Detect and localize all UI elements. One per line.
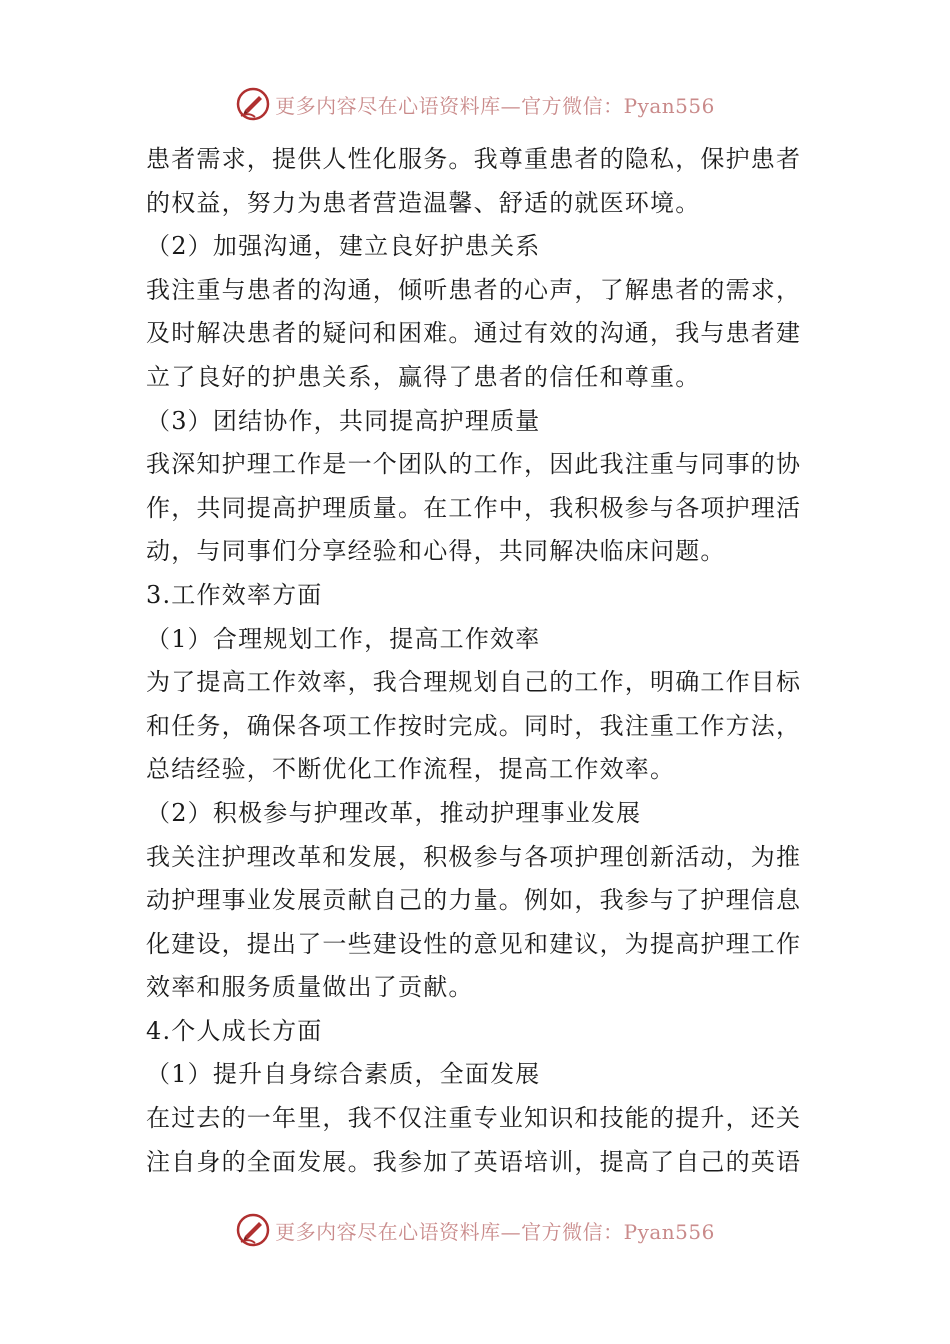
footer-banner-text: 更多内容尽在心语资料库—官方微信：Pyan556 bbox=[275, 1219, 715, 1244]
header-banner-text: 更多内容尽在心语资料库—官方微信：Pyan556 bbox=[275, 93, 715, 118]
text-line: 在过去的一年里，我不仅注重专业知识和技能的提升，还关 bbox=[146, 1104, 802, 1133]
text-line: 动，与同事们分享经验和心得，共同解决临床问题。 bbox=[146, 537, 726, 566]
text-line: 动护理事业发展贡献自己的力量。例如，我参与了护理信息 bbox=[146, 886, 802, 915]
text-line: 我注重与患者的沟通，倾听患者的心声，了解患者的需求， bbox=[146, 275, 802, 304]
text-line: 我深知护理工作是一个团队的工作，因此我注重与同事的协 bbox=[146, 450, 802, 479]
footer-banner bbox=[0, 1210, 950, 1250]
document-body bbox=[146, 138, 811, 1184]
text-line: 为了提高工作效率，我合理规划自己的工作，明确工作目标 bbox=[146, 668, 802, 697]
text-line: 的权益，努力为患者营造温馨、舒适的就医环境。 bbox=[146, 188, 701, 217]
text-line: 总结经验，不断优化工作流程，提高工作效率。 bbox=[146, 755, 676, 784]
section-heading: 3.工作效率方面 bbox=[146, 580, 323, 609]
subheading: （1）提升自身综合素质，全面发展 bbox=[146, 1060, 541, 1089]
header-banner bbox=[0, 84, 950, 124]
subheading: （3）团结协作，共同提高护理质量 bbox=[146, 406, 541, 435]
text-line: 注自身的全面发展。我参加了英语培训，提高了自己的英语 bbox=[146, 1147, 802, 1176]
text-line: 立了良好的护患关系，赢得了患者的信任和尊重。 bbox=[146, 362, 701, 391]
text-line: 我关注护理改革和发展，积极参与各项护理创新活动，为推 bbox=[146, 842, 802, 871]
text-line: 及时解决患者的疑问和困难。通过有效的沟通，我与患者建 bbox=[146, 319, 802, 348]
subheading: （1）合理规划工作，提高工作效率 bbox=[146, 624, 541, 653]
text-line: 患者需求，提供人性化服务。我尊重患者的隐私，保护患者 bbox=[146, 145, 802, 173]
subheading: （2）积极参与护理改革，推动护理事业发展 bbox=[146, 798, 642, 827]
pen-logo-icon bbox=[235, 86, 271, 122]
pen-logo-icon bbox=[235, 1212, 271, 1248]
section-heading: 4.个人成长方面 bbox=[146, 1016, 323, 1045]
text-line: 和任务，确保各项工作按时完成。同时，我注重工作方法， bbox=[146, 711, 802, 740]
text-line: 效率和服务质量做出了贡献。 bbox=[146, 973, 474, 1002]
text-line: 作，共同提高护理质量。在工作中，我积极参与各项护理活 bbox=[146, 493, 802, 522]
text-line: 化建设，提出了一些建设性的意见和建议，为提高护理工作 bbox=[146, 929, 802, 958]
subheading: （2）加强沟通，建立良好护患关系 bbox=[146, 232, 541, 261]
